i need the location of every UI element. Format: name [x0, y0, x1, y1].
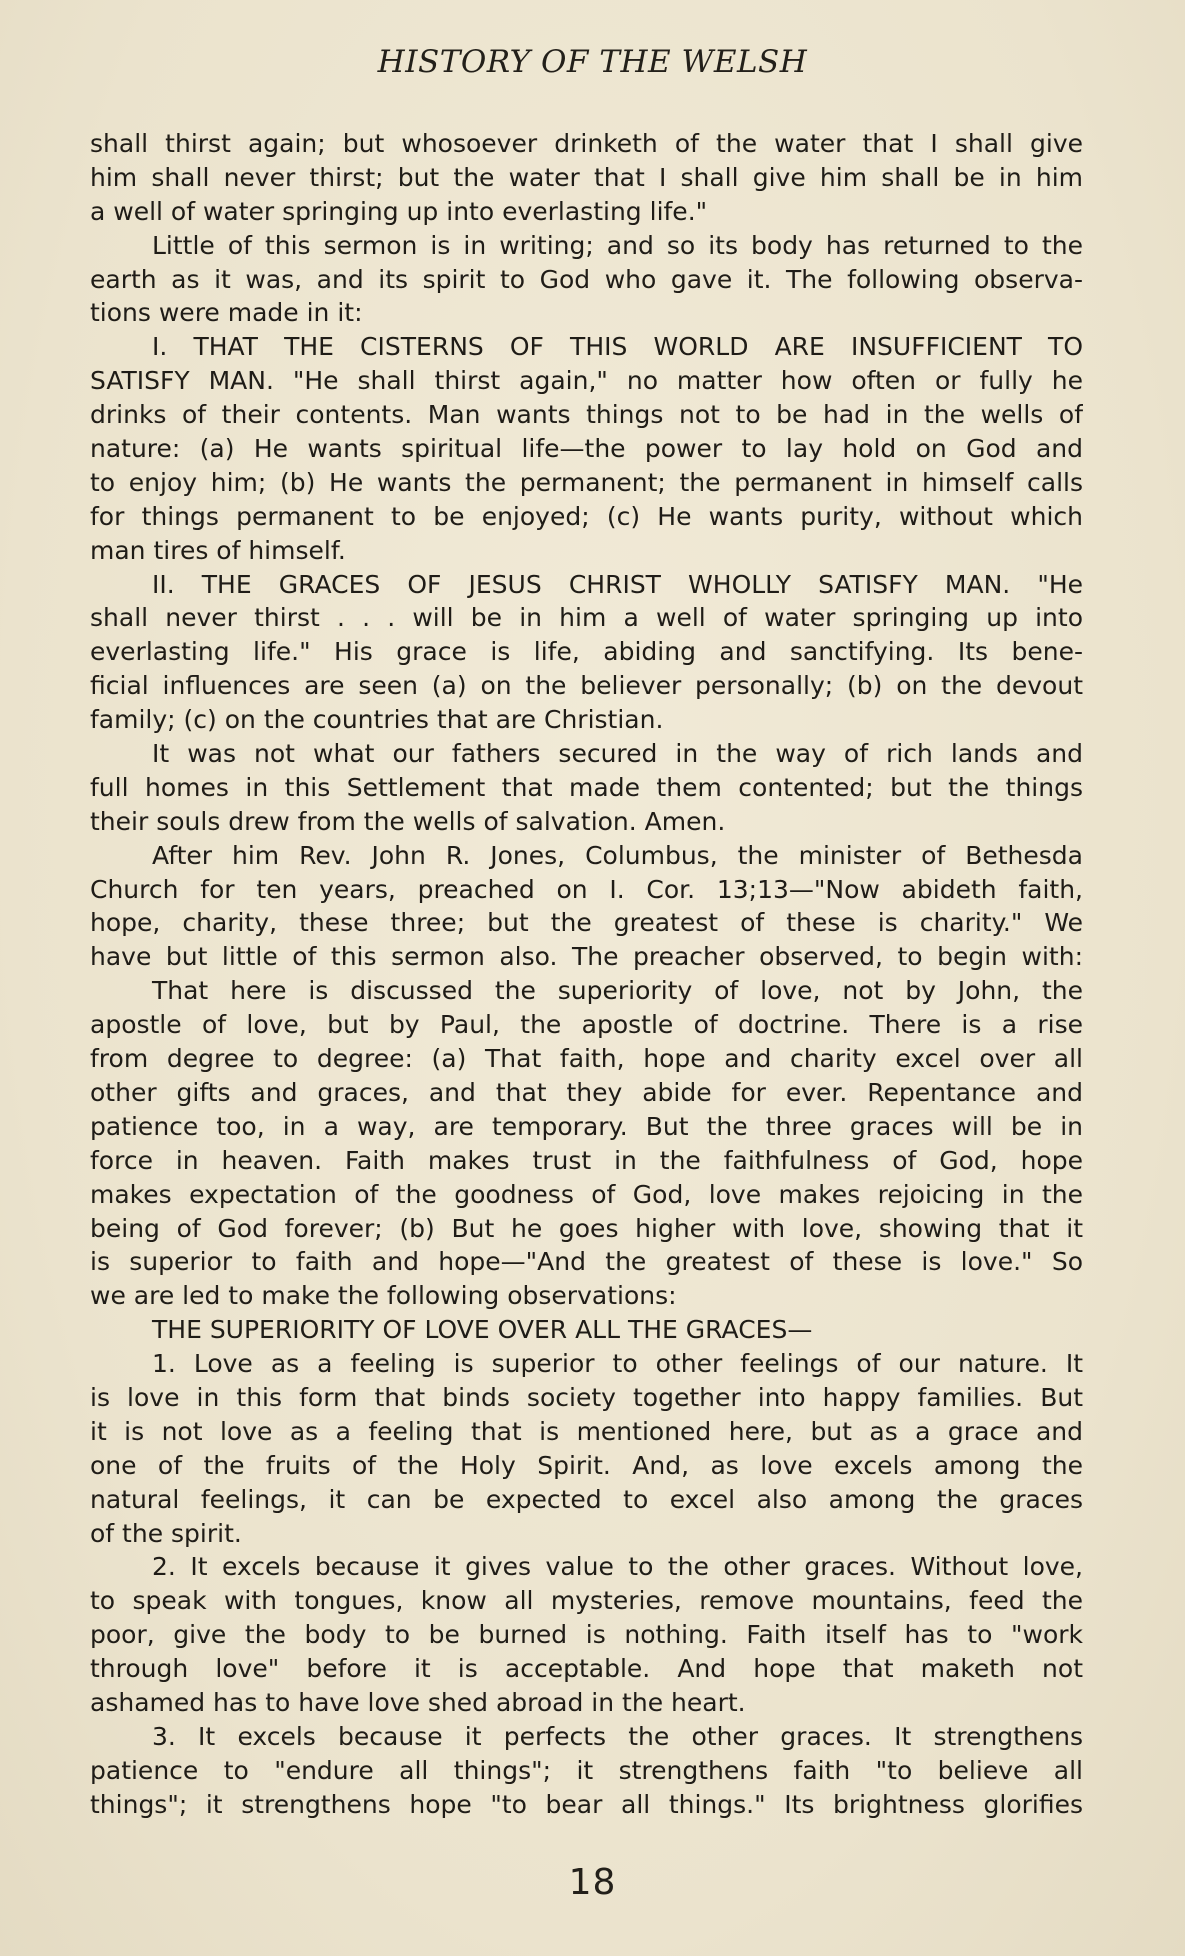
- text-line: is superior to faith and hope—"And the greatest of these is love." So: [90, 1247, 1083, 1277]
- text-line: makes expectation of the goodness of God, love makes rejoicing in the: [90, 1179, 1083, 1209]
- text-line: 2. It excels because it gives value to the other graces. Without love,: [152, 1552, 1083, 1582]
- text-line: tions were made in it:: [90, 298, 363, 328]
- page-number: 18: [568, 1862, 617, 1903]
- text-line: from degree to degree: (a) That faith, hope and charity excel over all: [90, 1044, 1083, 1074]
- body-text: [90, 127, 1083, 1822]
- text-line: through love" before it is acceptable. And hope that maketh not: [90, 1654, 1083, 1684]
- text-line: force in heaven. Faith makes trust in the faithfulness of God, hope: [90, 1145, 1083, 1175]
- text-line: him shall never thirst; but the water that I shall give him shall be in him: [90, 162, 1083, 192]
- text-line: THE SUPERIORITY OF LOVE OVER ALL THE GRACES—: [152, 1315, 813, 1345]
- text-line: a well of water springing up into everlasting life.": [90, 196, 708, 226]
- text-line: SATISFY MAN. "He shall thirst again," no matter how often or fully he: [90, 366, 1083, 396]
- text-line: to speak with tongues, know all mysteries, remove mountains, feed the: [90, 1586, 1083, 1616]
- text-line: ficial influences are seen (a) on the believer personally; (b) on the devout: [90, 671, 1083, 701]
- text-line: earth as it was, and its spirit to God who gave it. The following observa-: [90, 264, 1083, 294]
- text-line: Church for ten years, preached on I. Cor. 13;13—"Now abideth faith,: [90, 874, 1083, 904]
- text-line: After him Rev. John R. Jones, Columbus, the minister of Bethesda: [152, 840, 1083, 870]
- text-line: being of God forever; (b) But he goes higher with love, showing that it: [90, 1213, 1083, 1243]
- text-line: patience to "endure all things"; it strengthens faith "to believe all: [90, 1755, 1083, 1785]
- text-line: nature: (a) He wants spiritual life—the power to lay hold on God and: [90, 434, 1083, 464]
- text-line: things"; it strengthens hope "to bear all things." Its brightness glorifies: [90, 1789, 1083, 1819]
- text-line: drinks of their contents. Man wants things not to be had in the wells of: [90, 400, 1083, 430]
- text-line: apostle of love, but by Paul, the apostle of doctrine. There is a rise: [90, 1010, 1083, 1040]
- text-line: shall never thirst . . . will be in him a well of water springing up into: [90, 603, 1083, 633]
- text-line: full homes in this Settlement that made them contented; but the things: [90, 772, 1083, 802]
- text-line: other gifts and graces, and that they abide for ever. Repentance and: [90, 1077, 1083, 1107]
- text-line: everlasting life." His grace is life, abiding and sanctifying. Its bene-: [90, 637, 1083, 667]
- text-line: 1. Love as a feeling is superior to other feelings of our nature. It: [152, 1349, 1083, 1379]
- text-line: to enjoy him; (b) He wants the permanent; the permanent in himself calls: [90, 467, 1083, 497]
- text-line: hope, charity, these three; but the greatest of these is charity." We: [90, 908, 1083, 938]
- text-line: shall thirst again; but whosoever drinketh of the water that I shall give: [90, 129, 1083, 158]
- text-line: patience too, in a way, are temporary. But the three graces will be in: [90, 1111, 1083, 1141]
- text-line: II. THE GRACES OF JESUS CHRIST WHOLLY SATISFY MAN. "He: [152, 569, 1083, 599]
- text-line: It was not what our fathers secured in the way of rich lands and: [152, 739, 1083, 769]
- text-line: one of the fruits of the Holy Spirit. And, as love excels among the: [90, 1450, 1083, 1480]
- text-line: have but little of this sermon also. The preacher observed, to begin with:: [90, 942, 1083, 972]
- running-head: HISTORY OF THE WELSH: [377, 44, 808, 80]
- text-line: for things permanent to be enjoyed; (c) He wants purity, without which: [90, 501, 1083, 531]
- text-line: their souls drew from the wells of salvation. Amen.: [90, 806, 726, 836]
- text-line: man tires of himself.: [90, 535, 346, 565]
- text-line: family; (c) on the countries that are Christian.: [90, 705, 664, 735]
- text-line: is love in this form that binds society together into happy families. But: [90, 1382, 1083, 1412]
- text-line: ashamed has to have love shed abroad in the heart.: [90, 1687, 746, 1717]
- text-line: I. THAT THE CISTERNS OF THIS WORLD ARE INSUFFICIENT TO: [152, 332, 1083, 362]
- text-line: of the spirit.: [90, 1518, 242, 1548]
- text-line: 3. It excels because it perfects the other graces. It strengthens: [152, 1721, 1083, 1751]
- text-line: That here is discussed the superiority of love, not by John, the: [152, 976, 1083, 1006]
- text-line: poor, give the body to be burned is nothing. Faith itself has to "work: [90, 1620, 1083, 1650]
- text-line: we are led to make the following observations:: [90, 1281, 677, 1311]
- text-line: natural feelings, it can be expected to excel also among the graces: [90, 1484, 1083, 1514]
- text-line: Little of this sermon is in writing; and so its body has returned to the: [152, 230, 1083, 260]
- text-line: it is not love as a feeling that is mentioned here, but as a grace and: [90, 1416, 1083, 1446]
